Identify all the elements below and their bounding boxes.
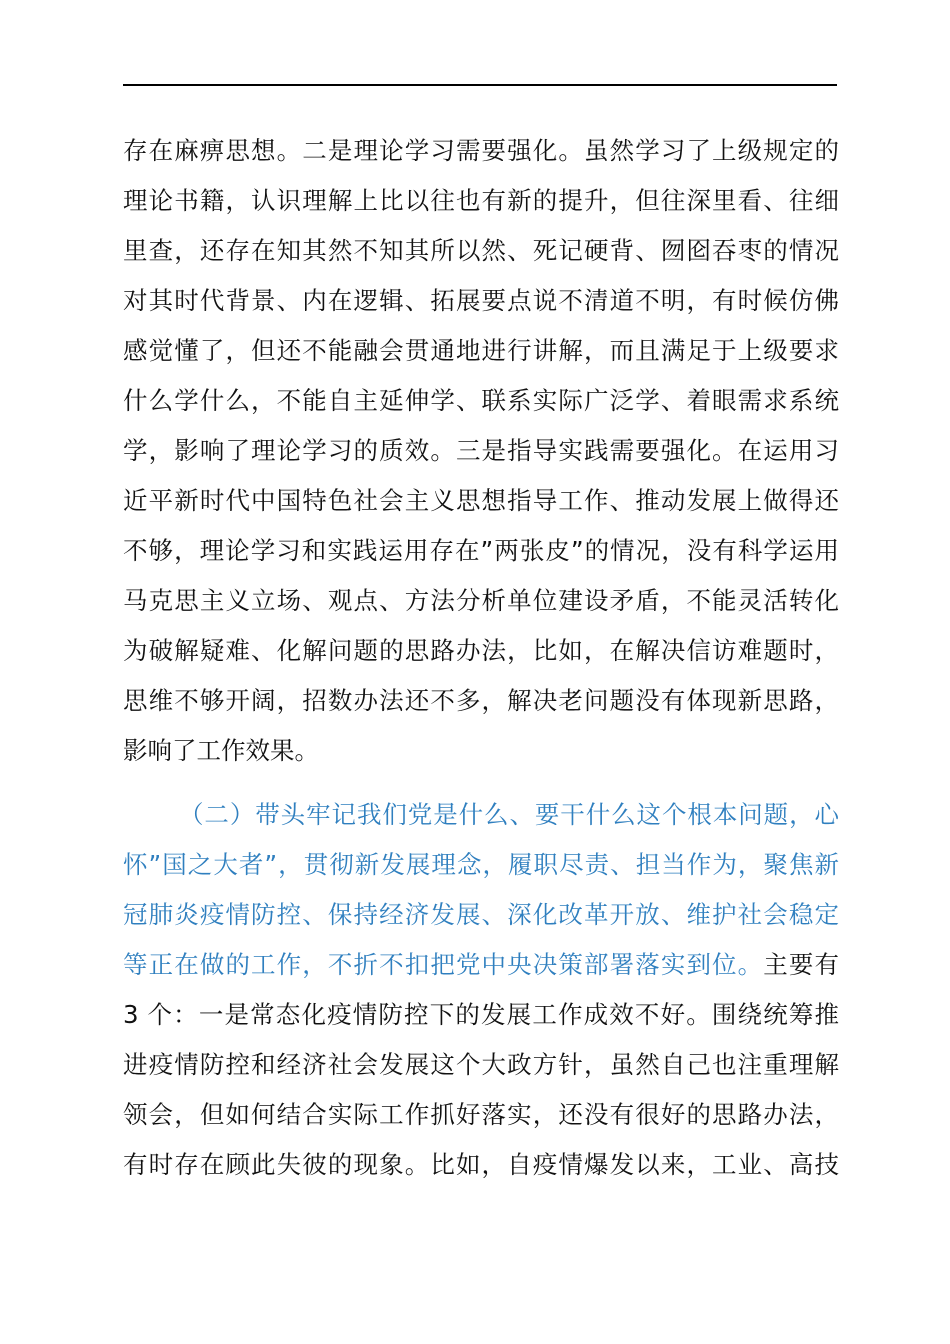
paragraph-2-line: 领会，但如何结合实际工作抓好落实，还没有很好的思路办法， bbox=[123, 1100, 839, 1129]
paragraph-2 bbox=[123, 790, 839, 1190]
paragraph-1-line: 什么学什么，不能自主延伸学、联系实际广泛学、着眼需求系统 bbox=[123, 386, 839, 415]
paragraph-1-line: 近平新时代中国特色社会主义思想指导工作、推动发展上做得还 bbox=[123, 486, 839, 515]
paragraph-1-line: 理论书籍，认识理解上比以往也有新的提升，但往深里看、往细 bbox=[123, 186, 839, 215]
paragraph-1-line: 马克思主义立场、观点、方法分析单位建设矛盾，不能灵活转化 bbox=[123, 586, 839, 615]
paragraph-1-line: 里查，还存在知其然不知其所以然、死记硬背、囫囵吞枣的情况 bbox=[123, 236, 839, 265]
paragraph-1-line: 存在麻痹思想。二是理论学习需要强化。虽然学习了上级规定的 bbox=[123, 136, 839, 165]
section-heading-tail: 等正在做的工作，不折不扣把党中央决策部署落实到位。 bbox=[123, 950, 764, 979]
mixed-line bbox=[123, 940, 839, 990]
section-heading-line: 怀”国之大者”，贯彻新发展理念，履职尽责、担当作为，聚焦新 bbox=[123, 850, 839, 879]
document-body bbox=[123, 126, 839, 1190]
paragraph-2-line: 有时存在顾此失彼的现象。比如，自疫情爆发以来，工业、高技 bbox=[123, 1150, 839, 1179]
paragraph-gap bbox=[123, 776, 839, 790]
header-rule bbox=[123, 84, 837, 86]
paragraph-2-line: 进疫情防控和经济社会发展这个大政方针，虽然自己也注重理解 bbox=[123, 1050, 839, 1079]
paragraph-1-line: 感觉懂了，但还不能融会贯通地进行讲解，而且满足于上级要求 bbox=[123, 336, 839, 365]
paragraph-1-line: 不够，理论学习和实践运用存在”两张皮”的情况，没有科学运用 bbox=[123, 536, 839, 565]
paragraph-1-line: 对其时代背景、内在逻辑、拓展要点说不清道不明，有时候仿佛 bbox=[123, 286, 839, 315]
paragraph-1-line: 思维不够开阔，招数办法还不多，解决老问题没有体现新思路， bbox=[123, 686, 839, 715]
paragraph-1-line: 影响了工作效果。 bbox=[123, 736, 319, 765]
section-heading-line: （二）带头牢记我们党是什么、要干什么这个根本问题，心 bbox=[179, 800, 839, 829]
paragraph-1 bbox=[123, 126, 839, 776]
paragraph-1-line: 为破解疑难、化解问题的思路办法，比如，在解决信访难题时， bbox=[123, 636, 839, 665]
paragraph-1-line: 学，影响了理论学习的质效。三是指导实践需要强化。在运用习 bbox=[123, 436, 839, 465]
body-text-start: 主要有 bbox=[763, 950, 840, 979]
section-heading-line: 冠肺炎疫情防控、保持经济发展、深化改革开放、维护社会稳定 bbox=[123, 900, 839, 929]
paragraph-2-line: 3 个：一是常态化疫情防控下的发展工作成效不好。围绕统筹推 bbox=[123, 1000, 839, 1029]
